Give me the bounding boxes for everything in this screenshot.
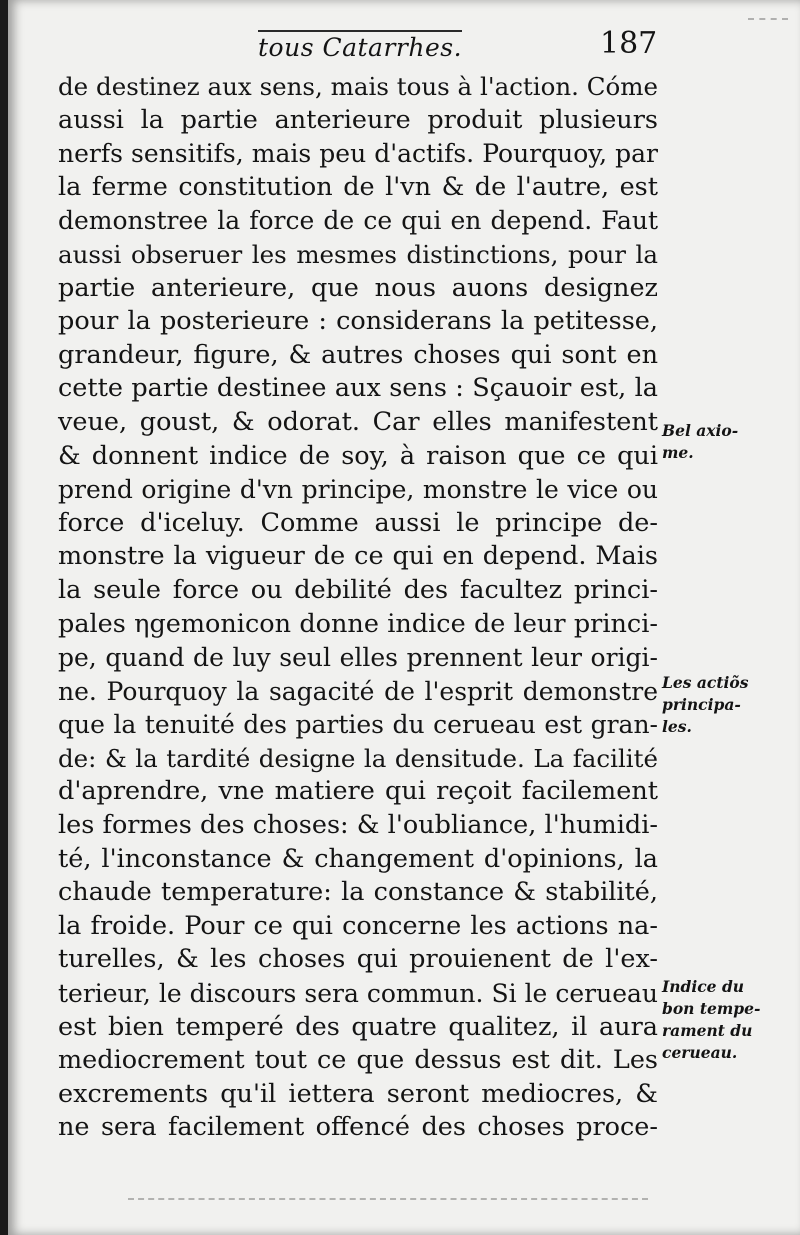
text-line: que la tenuité des parties du cerueau est gran- (58, 710, 658, 740)
text-line: la ferme constitution de l'vn & de l'autre, est (58, 171, 658, 202)
text-line: aussi la partie anterieure produit plusieurs (58, 104, 658, 135)
text-line: pour la posterieure : considerans la petitesse, (58, 306, 658, 337)
corner-dash-mark (748, 18, 788, 26)
marginal-note-line: bon tempe- (662, 999, 761, 1018)
marginal-note-bel-axiome (662, 420, 792, 464)
text-line: de: & la tardité designe la densitude. La facilité (58, 743, 658, 773)
text-line: demonstree la force de ce qui en depend. Faut (58, 206, 658, 236)
marginal-note-line: Indice du (662, 977, 745, 996)
text-line: cette partie destinee aux sens : Sçauoir est, la (58, 373, 658, 404)
marginal-note-line: Les actiõs (662, 673, 749, 692)
book-page (8, 0, 800, 1235)
marginal-note-line: cerueau. (662, 1043, 738, 1062)
text-line: pe, quand de luy seul elles prennent leur origi- (58, 643, 658, 673)
text-line: chaude temperature: la constance & stabilité, (58, 877, 658, 908)
text-line: excrements qu'il iettera seront mediocres, & (58, 1078, 658, 1109)
text-line: ne. Pourquoy la sagacité de l'esprit demonstre (58, 676, 658, 706)
text-line: la seule force ou debilité des facultez princi- (58, 574, 658, 605)
text-line: monstre la vigueur de ce qui en depend. Mais (58, 541, 658, 572)
text-line: est bien temperé des quatre qualitez, il aura (58, 1011, 658, 1042)
marginal-note-line: Bel axio- (662, 421, 739, 440)
text-line: force d'iceluy. Comme aussi le principe de- (58, 507, 658, 538)
text-line: turelles, & les choses qui prouienent de l'ex- (58, 944, 658, 975)
marginal-note-line: me. (662, 443, 694, 462)
text-line: d'aprendre, vne matiere qui reçoit facilement (58, 776, 658, 807)
page-header (8, 28, 800, 68)
marginal-note-line: rament du (662, 1021, 753, 1040)
text-line: de destinez aux sens, mais tous à l'action. Cóme (58, 72, 658, 101)
body-text (58, 70, 658, 1145)
text-line: partie anterieure, que nous auons designez (58, 272, 658, 303)
text-line: mediocrement tout ce que dessus est dit. Les (58, 1045, 658, 1076)
running-head: tous Catarrhes. (258, 30, 462, 62)
marginal-note-line: les. (662, 717, 692, 736)
page-number: 187 (600, 26, 658, 61)
bleed-through-rule (128, 1192, 648, 1200)
text-line: la froide. Pour ce qui concerne les actions na- (58, 910, 658, 941)
marginal-note-actions-principales (662, 672, 792, 738)
text-line: aussi obseruer les mesmes distinctions, pour la (58, 239, 658, 269)
text-line: té, l'inconstance & changement d'opinions, la (58, 843, 658, 874)
text-line: pales ηgemonicon donne indice de leur princi- (58, 608, 658, 639)
text-line: grandeur, figure, & autres choses qui sont en (58, 339, 658, 370)
text-line: veue, goust, & odorat. Car elles manifestent (58, 406, 658, 437)
marginal-note-line: principa- (662, 695, 741, 714)
text-line: terieur, le discours sera commun. Si le cerueau (58, 979, 658, 1009)
text-line: prend origine d'vn principe, monstre le vice ou (58, 475, 658, 505)
text-line: ne sera facilement offencé des choses proce- (58, 1112, 658, 1143)
text-line: nerfs sensitifs, mais peu d'actifs. Pourquoy, par (58, 139, 658, 169)
marginal-note-indice-cerueau (662, 976, 792, 1064)
text-line: & donnent indice de soy, à raison que ce qui (58, 440, 658, 471)
text-line: les formes des choses: & l'oubliance, l'humidi- (58, 810, 658, 841)
